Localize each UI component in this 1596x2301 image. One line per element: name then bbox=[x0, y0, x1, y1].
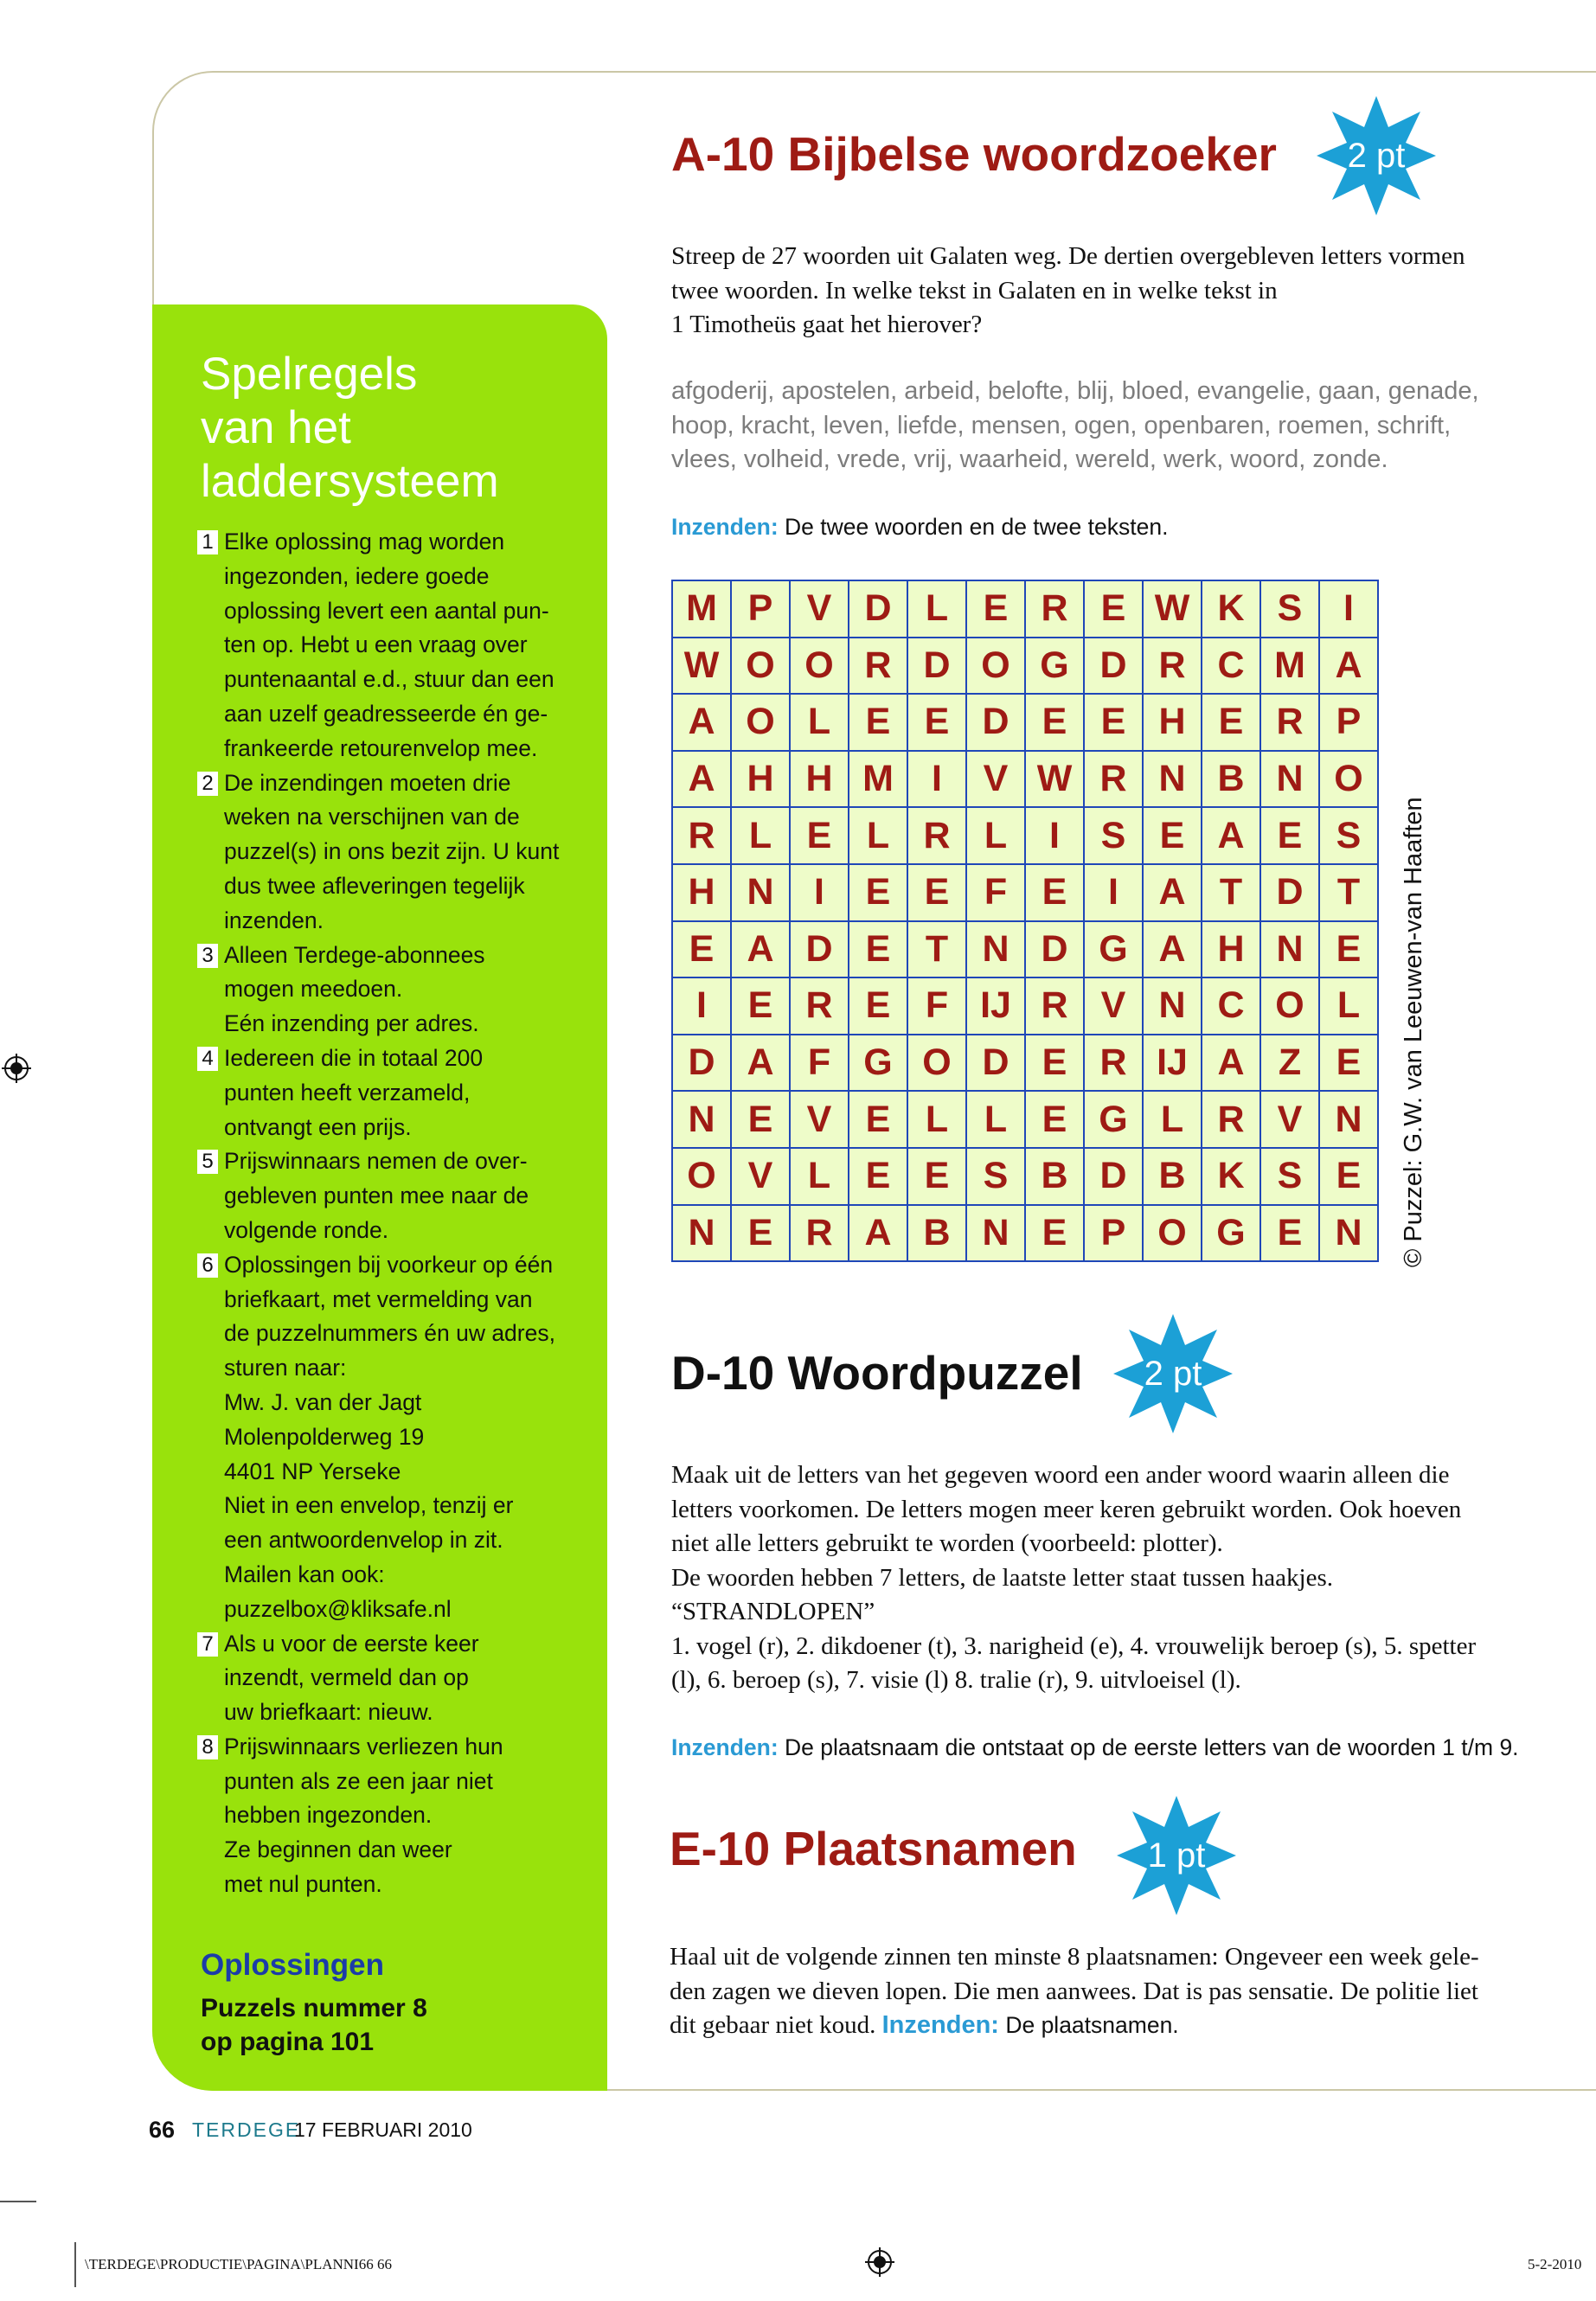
grid-cell: R bbox=[849, 638, 908, 695]
issue-date: 17 FEBRUARI 2010 bbox=[294, 2118, 472, 2141]
grid-cell: S bbox=[1261, 581, 1320, 638]
submit-text: De plaatsnaam die ontstaat op de eerste letters van de woorden 1 t/m 9. bbox=[778, 1734, 1519, 1760]
grid-cell: E bbox=[1320, 1149, 1379, 1206]
grid-cell: R bbox=[1026, 581, 1085, 638]
grid-cell: L bbox=[967, 1092, 1026, 1149]
puzzle-d-points-badge bbox=[1110, 1311, 1236, 1437]
grid-cell: N bbox=[1320, 1092, 1379, 1149]
grid-cell: N bbox=[1144, 752, 1202, 809]
grid-cell: E bbox=[673, 922, 732, 979]
grid-cell: W bbox=[1144, 581, 1202, 638]
grid-cell: I bbox=[1026, 808, 1085, 865]
solutions-title: Oplossingen bbox=[201, 1948, 384, 1982]
puzzle-d-body: Maak uit de letters van het gegeven woord een ander woord waarin alleen die letters voorkomen. De letters mogen meer keren gebruikt worden. Ook hoeven niet alle letters gebruikt te worden (voorbeeld: plotter). De woorden hebben 7 letters, de laatste letter staat tussen haakjes. “STRANDLOPEN” 1. vogel (r), 2. dikdoener (t), 3. narigheid (e), 4. vrouwelijk beroep (s), 5. spetter (l), 6. beroep (s), 7. visie (l) 8. tralie (r), 9. uitvloeisel (l). bbox=[671, 1461, 1477, 1694]
rule-text: De inzendingen moeten drie weken na verschijnen van de puzzel(s) in ons bezit zijn. U kunt dus twee afleveringen tegelijk inzenden. bbox=[224, 769, 560, 933]
print-date: 5-2-2010 bbox=[1528, 2256, 1582, 2272]
grid-cell: N bbox=[1144, 978, 1202, 1035]
rule-number: 2 bbox=[197, 772, 218, 796]
puzzle-credit: © Puzzel: G.W. van Leeuwen-van Haaften bbox=[1400, 797, 1427, 1267]
rules-sidebar bbox=[152, 304, 607, 2091]
grid-cell: O bbox=[1320, 752, 1379, 809]
grid-cell: E bbox=[1026, 695, 1085, 752]
puzzle-e-points: 1 pt bbox=[1147, 1836, 1206, 1875]
grid-cell: L bbox=[1144, 1092, 1202, 1149]
puzzle-e-points-badge bbox=[1113, 1792, 1240, 1919]
submit-label: Inzenden: bbox=[671, 514, 779, 540]
grid-cell: N bbox=[1320, 1206, 1379, 1263]
grid-cell: R bbox=[1085, 752, 1144, 809]
grid-cell: L bbox=[908, 581, 967, 638]
grid-cell: M bbox=[673, 581, 732, 638]
grid-cell: E bbox=[1026, 1092, 1085, 1149]
rule-text: Prijswinnaars verliezen hun punten als ze een jaar niet hebben ingezonden. Ze beginnen dan weer met nul punten. bbox=[224, 1733, 503, 1898]
grid-cell: D bbox=[849, 581, 908, 638]
grid-cell: D bbox=[791, 922, 849, 979]
grid-cell: E bbox=[1026, 865, 1085, 922]
rule-number: 6 bbox=[197, 1253, 218, 1278]
grid-cell: H bbox=[673, 865, 732, 922]
grid-cell: E bbox=[1261, 1206, 1320, 1263]
submit-label: Inzenden: bbox=[671, 1734, 779, 1760]
grid-cell: N bbox=[732, 865, 791, 922]
submit-label: Inzenden: bbox=[881, 2011, 999, 2039]
grid-cell: G bbox=[1085, 1092, 1144, 1149]
grid-cell: P bbox=[732, 581, 791, 638]
grid-cell: D bbox=[1085, 638, 1144, 695]
grid-cell: O bbox=[791, 638, 849, 695]
grid-cell: E bbox=[908, 1149, 967, 1206]
grid-cell: A bbox=[673, 752, 732, 809]
rule-number: 7 bbox=[197, 1632, 218, 1657]
rule-number: 8 bbox=[197, 1735, 218, 1759]
rule-item bbox=[195, 1248, 576, 1627]
grid-cell: D bbox=[1026, 922, 1085, 979]
grid-cell: D bbox=[967, 695, 1026, 752]
rule-item bbox=[195, 1730, 576, 1902]
grid-cell: P bbox=[1085, 1206, 1144, 1263]
puzzle-d-title: D-10 Woordpuzzel bbox=[671, 1346, 1083, 1400]
grid-cell: R bbox=[791, 1206, 849, 1263]
grid-cell: E bbox=[1202, 695, 1261, 752]
grid-cell: F bbox=[908, 978, 967, 1035]
grid-cell: O bbox=[908, 1035, 967, 1093]
rule-item bbox=[195, 1042, 576, 1144]
grid-cell: H bbox=[1202, 922, 1261, 979]
word-search-grid bbox=[671, 580, 1379, 1262]
puzzle-e-title: E-10 Plaatsnamen bbox=[670, 1822, 1077, 1875]
grid-cell: F bbox=[967, 865, 1026, 922]
grid-cell: E bbox=[1320, 922, 1379, 979]
grid-cell: E bbox=[849, 695, 908, 752]
grid-cell: V bbox=[967, 752, 1026, 809]
grid-cell: N bbox=[673, 1092, 732, 1149]
grid-cell: E bbox=[908, 695, 967, 752]
grid-cell: Z bbox=[1261, 1035, 1320, 1093]
puzzle-a-submit bbox=[671, 511, 1168, 542]
grid-cell: L bbox=[791, 1149, 849, 1206]
grid-cell: A bbox=[1144, 922, 1202, 979]
grid-cell: O bbox=[732, 695, 791, 752]
puzzle-a-word-list: afgoderij, apostelen, arbeid, belofte, blij, bloed, evangelie, gaan, genade, hoop, kracht, leven, liefde, mensen, ogen, openbaren, roemen, schrift, vlees, volheid, vrede, vrij, waarheid, wereld, werk, woord, zonde. bbox=[671, 377, 1479, 473]
grid-cell: E bbox=[849, 1149, 908, 1206]
sidebar-title: Spelregels van het laddersysteem bbox=[201, 349, 499, 507]
grid-cell: E bbox=[849, 1092, 908, 1149]
grid-cell: M bbox=[1261, 638, 1320, 695]
grid-cell: C bbox=[1202, 978, 1261, 1035]
rule-text: Alleen Terdege-abonnees mogen meedoen. Eén inzending per adres. bbox=[224, 941, 485, 1037]
puzzle-a-points: 2 pt bbox=[1347, 137, 1406, 175]
grid-cell: E bbox=[1085, 695, 1144, 752]
rule-item bbox=[195, 939, 576, 1042]
grid-cell: R bbox=[673, 808, 732, 865]
rules-list bbox=[195, 525, 576, 1902]
grid-cell: B bbox=[1026, 1149, 1085, 1206]
grid-cell: N bbox=[967, 1206, 1026, 1263]
rule-item bbox=[195, 1144, 576, 1247]
grid-cell: D bbox=[673, 1035, 732, 1093]
grid-cell: V bbox=[791, 1092, 849, 1149]
grid-cell: D bbox=[967, 1035, 1026, 1093]
grid-cell: T bbox=[1320, 865, 1379, 922]
grid-cell: P bbox=[1320, 695, 1379, 752]
grid-cell: G bbox=[1026, 638, 1085, 695]
grid-cell: A bbox=[1202, 1035, 1261, 1093]
grid-cell: E bbox=[967, 581, 1026, 638]
rule-text: Iedereen die in totaal 200 punten heeft verzameld, ontvangt een prijs. bbox=[224, 1044, 484, 1140]
grid-cell: IJ bbox=[967, 978, 1026, 1035]
grid-cell: E bbox=[849, 922, 908, 979]
grid-cell: D bbox=[1085, 1149, 1144, 1206]
grid-cell: O bbox=[673, 1149, 732, 1206]
grid-cell: T bbox=[1202, 865, 1261, 922]
crop-mark bbox=[74, 2242, 76, 2287]
grid-cell: L bbox=[967, 808, 1026, 865]
rule-number: 5 bbox=[197, 1150, 218, 1174]
grid-cell: H bbox=[791, 752, 849, 809]
grid-cell: E bbox=[732, 978, 791, 1035]
grid-cell: S bbox=[1085, 808, 1144, 865]
grid-cell: S bbox=[967, 1149, 1026, 1206]
grid-cell: E bbox=[849, 865, 908, 922]
registration-mark-icon bbox=[2, 1054, 31, 1083]
grid-cell: M bbox=[849, 752, 908, 809]
grid-cell: E bbox=[1085, 581, 1144, 638]
grid-cell: I bbox=[908, 752, 967, 809]
grid-cell: W bbox=[673, 638, 732, 695]
grid-cell: B bbox=[908, 1206, 967, 1263]
puzzle-a-title: A-10 Bijbelse woordzoeker bbox=[671, 127, 1277, 181]
submit-text: De plaatsnamen. bbox=[998, 2012, 1179, 2038]
grid-cell: R bbox=[791, 978, 849, 1035]
grid-cell: H bbox=[1144, 695, 1202, 752]
grid-cell: E bbox=[1026, 1035, 1085, 1093]
grid-cell: D bbox=[908, 638, 967, 695]
grid-cell: E bbox=[1320, 1035, 1379, 1093]
grid-cell: G bbox=[1085, 922, 1144, 979]
grid-cell: C bbox=[1202, 638, 1261, 695]
grid-cell: E bbox=[1261, 808, 1320, 865]
grid-cell: I bbox=[791, 865, 849, 922]
grid-cell: F bbox=[791, 1035, 849, 1093]
print-file-path: \TERDEGE\PRODUCTIE\PAGINA\PLANNI66 66 bbox=[85, 2256, 392, 2272]
grid-cell: L bbox=[908, 1092, 967, 1149]
grid-cell: A bbox=[673, 695, 732, 752]
grid-cell: O bbox=[1261, 978, 1320, 1035]
grid-cell: L bbox=[1320, 978, 1379, 1035]
grid-cell: O bbox=[967, 638, 1026, 695]
grid-cell: V bbox=[1085, 978, 1144, 1035]
puzzle-e-body bbox=[670, 1940, 1595, 2043]
grid-cell: N bbox=[1261, 922, 1320, 979]
puzzle-a-points-badge bbox=[1313, 93, 1439, 219]
grid-cell: R bbox=[1026, 978, 1085, 1035]
rule-text: Elke oplossing mag worden ingezonden, iedere goede oplossing levert een aantal pun- ten op. Hebt u een vraag over puntenaantal e.d., stuur dan een aan uzelf geadresseerde én ge- frankeerde retourenvelop mee. bbox=[224, 529, 554, 761]
grid-cell: B bbox=[1202, 752, 1261, 809]
rule-item bbox=[195, 1627, 576, 1730]
grid-cell: R bbox=[1261, 695, 1320, 752]
grid-cell: A bbox=[1320, 638, 1379, 695]
grid-cell: E bbox=[732, 1092, 791, 1149]
grid-cell: V bbox=[791, 581, 849, 638]
grid-cell: L bbox=[849, 808, 908, 865]
grid-cell: E bbox=[1144, 808, 1202, 865]
grid-cell: A bbox=[732, 922, 791, 979]
grid-cell: H bbox=[732, 752, 791, 809]
rule-text: Als u voor de eerste keer inzendt, vermeld dan op uw briefkaart: nieuw. bbox=[224, 1630, 479, 1726]
grid-cell: O bbox=[1144, 1206, 1202, 1263]
submit-text: De twee woorden en de twee teksten. bbox=[778, 514, 1169, 540]
rule-number: 1 bbox=[197, 530, 218, 554]
grid-cell: IJ bbox=[1144, 1035, 1202, 1093]
rule-number: 3 bbox=[197, 944, 218, 968]
grid-cell: N bbox=[967, 922, 1026, 979]
grid-cell: I bbox=[1085, 865, 1144, 922]
magazine-name: TERDEGE bbox=[192, 2118, 301, 2141]
rule-text: Oplossingen bij voorkeur op één briefkaart, met vermelding van de puzzelnummers én uw adres, sturen naar: Mw. J. van der Jagt Molenpolderweg 19 4401 NP Yerseke Niet in een envelop, tenzij er een antwoordenvelop in zit. Mailen kan ook: puzzelbox@kliksafe.nl bbox=[224, 1251, 555, 1622]
grid-cell: A bbox=[849, 1206, 908, 1263]
grid-cell: A bbox=[732, 1035, 791, 1093]
grid-cell: L bbox=[732, 808, 791, 865]
grid-cell: E bbox=[732, 1206, 791, 1263]
grid-cell: V bbox=[732, 1149, 791, 1206]
grid-cell: E bbox=[791, 808, 849, 865]
puzzle-a-intro: Streep de 27 woorden uit Galaten weg. De dertien overgebleven letters vormen twee woorden. In welke tekst in Galaten en in welke tekst in 1 Timotheüs gaat het hierover? bbox=[671, 242, 1465, 338]
grid-cell: B bbox=[1144, 1149, 1202, 1206]
grid-cell: G bbox=[1202, 1206, 1261, 1263]
grid-cell: A bbox=[1202, 808, 1261, 865]
solutions-reference: Puzzels nummer 8 op pagina 101 bbox=[201, 1994, 427, 2056]
grid-cell: R bbox=[908, 808, 967, 865]
puzzle-e-text: Haal uit de volgende zinnen ten minste 8 plaatsnamen: Ongeveer een week gele- den zagen we dieven lopen. Die men aanwees. Dat is pas sensatie. De politie liet dit gebaar niet koud. bbox=[670, 1943, 1479, 2039]
grid-cell: O bbox=[732, 638, 791, 695]
grid-cell: N bbox=[673, 1206, 732, 1263]
grid-cell: N bbox=[1261, 752, 1320, 809]
grid-cell: I bbox=[673, 978, 732, 1035]
puzzle-d-submit bbox=[671, 1732, 1519, 1763]
puzzle-d-points: 2 pt bbox=[1144, 1355, 1202, 1393]
grid-cell: E bbox=[908, 865, 967, 922]
grid-cell: S bbox=[1261, 1149, 1320, 1206]
rule-number: 4 bbox=[197, 1047, 218, 1071]
grid-cell: R bbox=[1144, 638, 1202, 695]
grid-cell: K bbox=[1202, 1149, 1261, 1206]
rule-item bbox=[195, 766, 576, 939]
grid-cell: V bbox=[1261, 1092, 1320, 1149]
grid-cell: T bbox=[908, 922, 967, 979]
grid-cell: A bbox=[1144, 865, 1202, 922]
grid-cell: L bbox=[791, 695, 849, 752]
grid-cell: R bbox=[1085, 1035, 1144, 1093]
grid-cell: E bbox=[1026, 1206, 1085, 1263]
page-number: 66 bbox=[149, 2117, 176, 2143]
rule-item bbox=[195, 525, 576, 766]
crop-mark bbox=[0, 2201, 36, 2202]
grid-cell: K bbox=[1202, 581, 1261, 638]
grid-cell: S bbox=[1320, 808, 1379, 865]
registration-mark-icon bbox=[865, 2247, 894, 2277]
rule-text: Prijswinnaars nemen de over- gebleven punten mee naar de volgende ronde. bbox=[224, 1148, 529, 1243]
grid-cell: I bbox=[1320, 581, 1379, 638]
grid-cell: E bbox=[849, 978, 908, 1035]
grid-cell: W bbox=[1026, 752, 1085, 809]
grid-cell: R bbox=[1202, 1092, 1261, 1149]
grid-cell: G bbox=[849, 1035, 908, 1093]
grid-cell: D bbox=[1261, 865, 1320, 922]
